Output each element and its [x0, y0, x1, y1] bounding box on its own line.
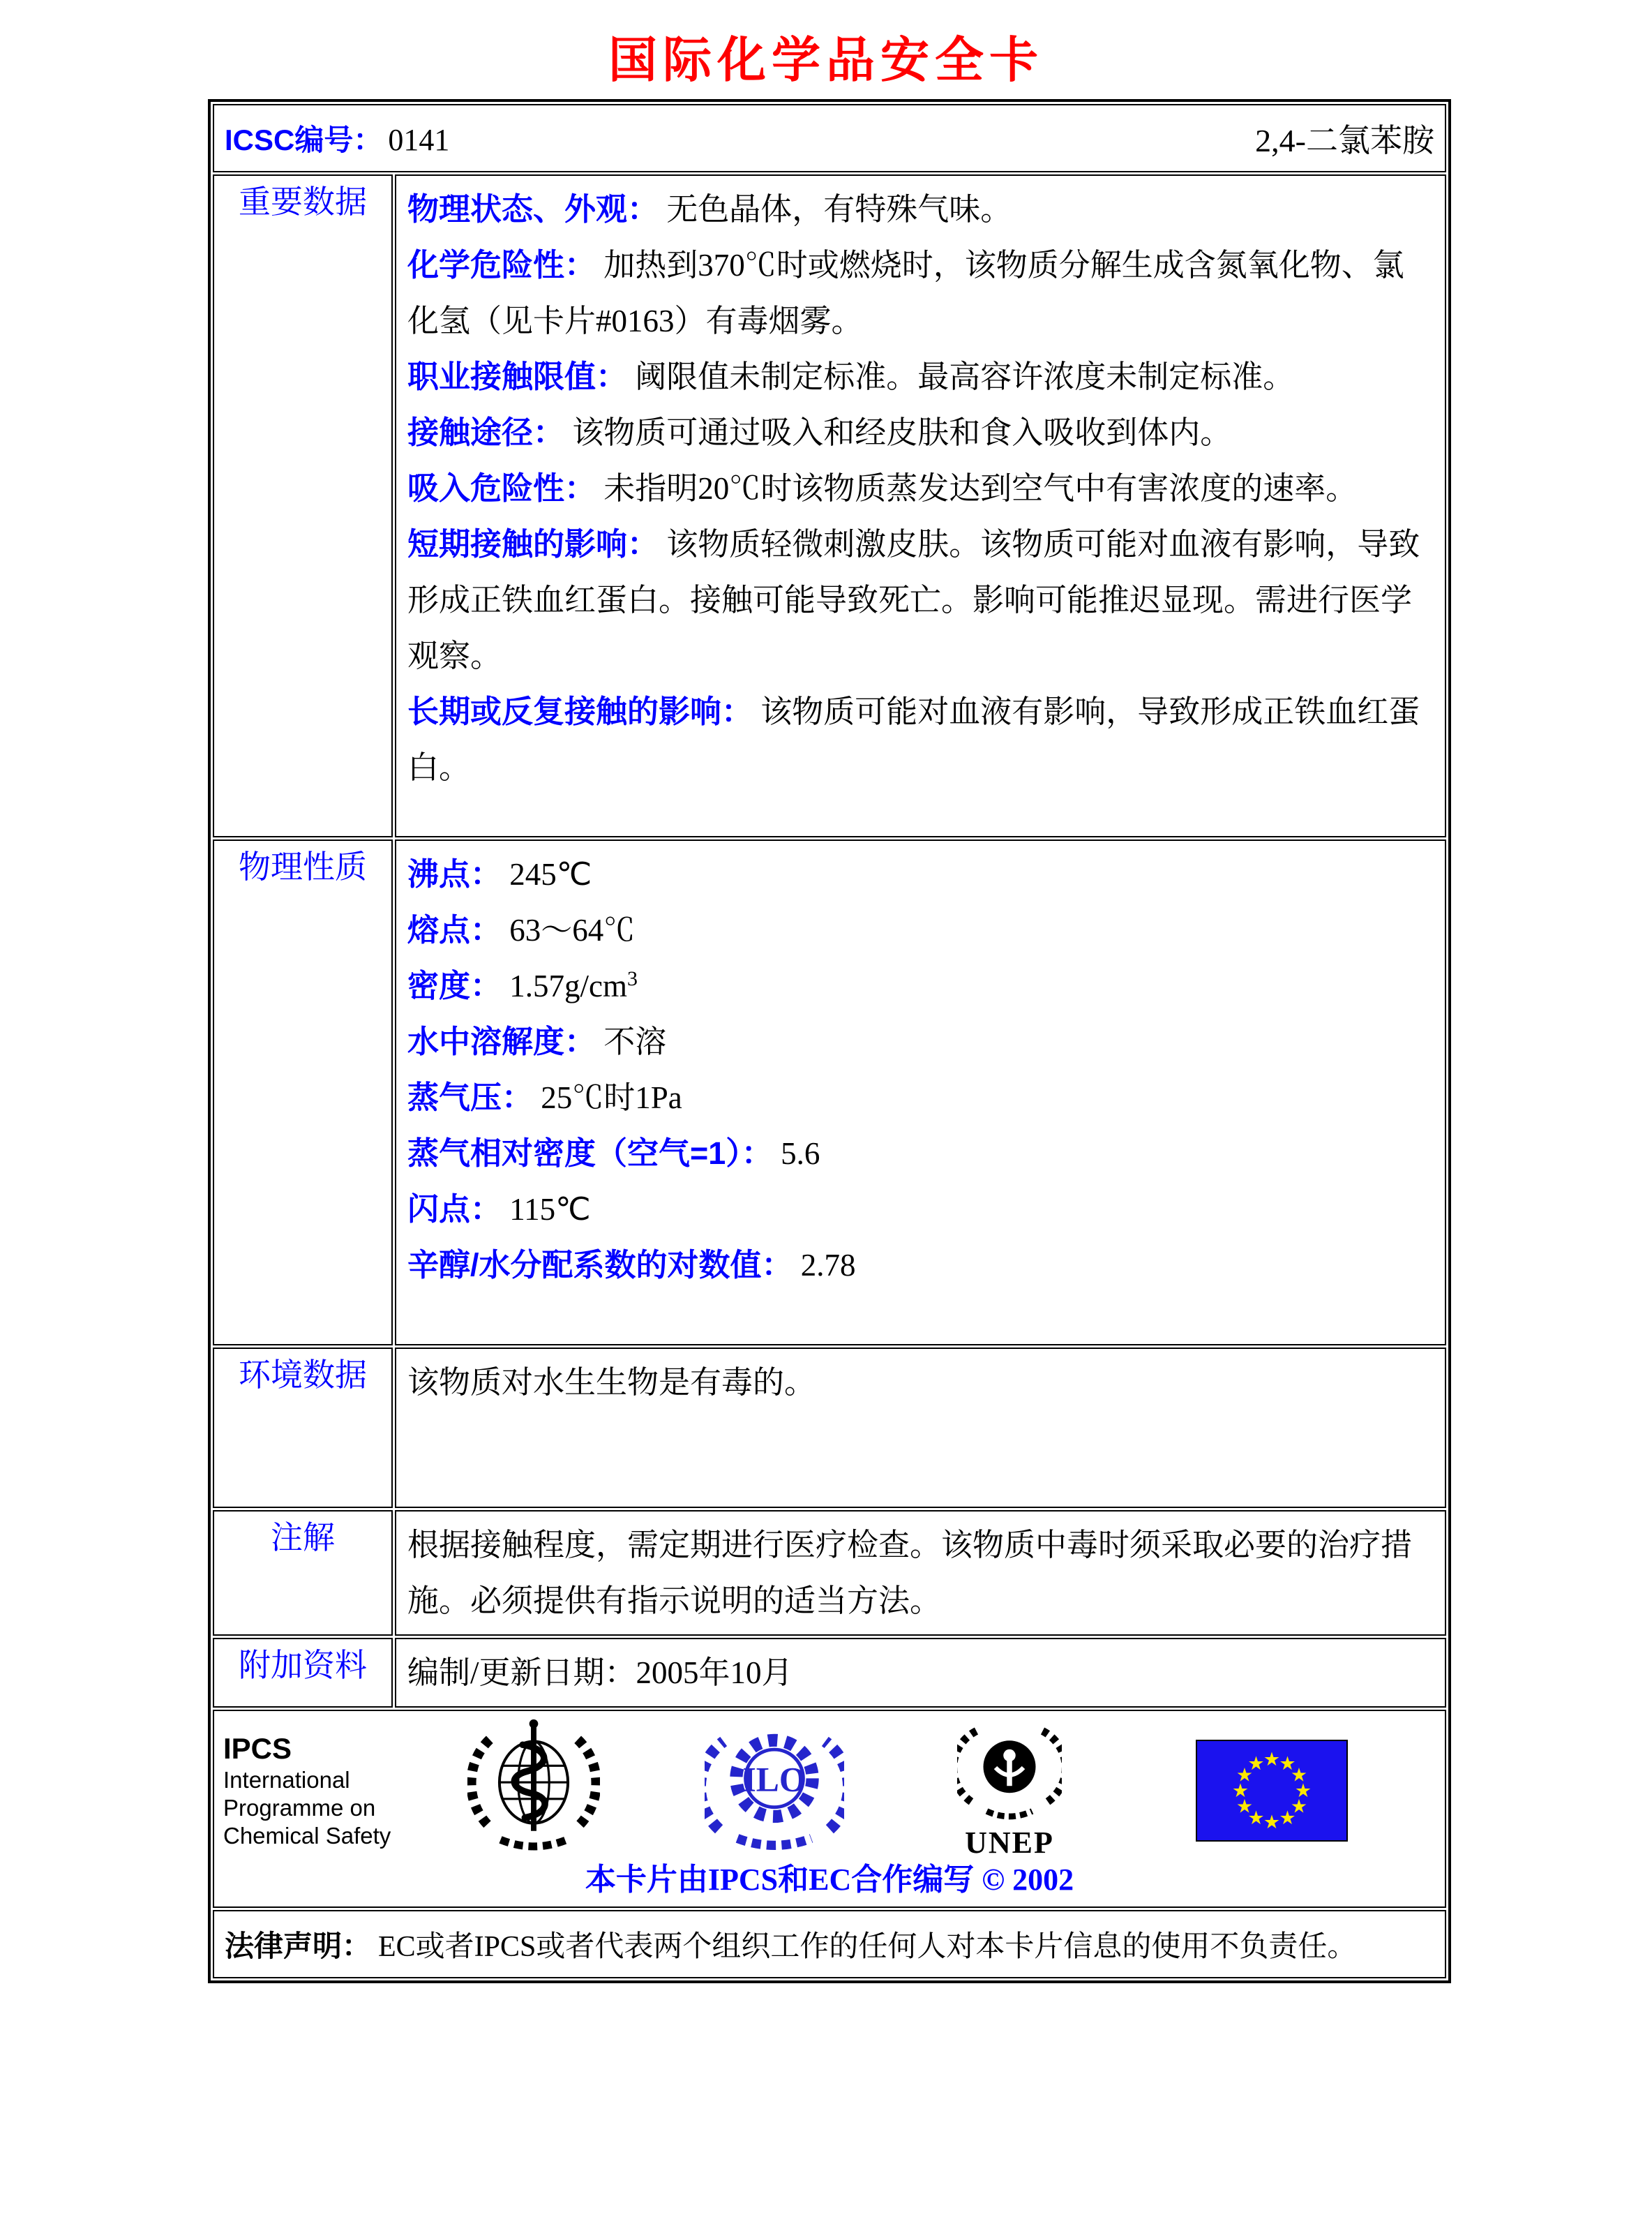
field-label: 辛醇/水分配系数的对数值：	[407, 1247, 793, 1283]
icsc-number-label: ICSC编号：	[225, 124, 383, 156]
eu-flag	[1196, 1740, 1348, 1842]
field-value: 编制/更新日期：2005年10月	[407, 1655, 793, 1690]
field-label: 熔点：	[407, 912, 502, 948]
field-value: 阈限值未制定标准。最高容许浓度未制定标准。	[635, 359, 1295, 394]
ipcs-text-block	[223, 1731, 391, 1850]
svg-text:★: ★	[1236, 1764, 1254, 1786]
paragraph	[407, 1014, 1434, 1070]
field-value: 5.6	[781, 1136, 820, 1171]
section-row-notes	[213, 1510, 1446, 1636]
field-value: 该物质可能对血液有影响，导致形成正铁血红蛋白。	[407, 694, 1420, 785]
ipcs-acronym: IPCS	[223, 1732, 292, 1765]
svg-text:★: ★	[1279, 1753, 1296, 1775]
paragraph	[407, 181, 1434, 237]
paragraph	[407, 958, 1434, 1014]
section-label-notes: 注解	[213, 1510, 393, 1636]
paragraph	[407, 461, 1434, 516]
field-label: 职业接触限值：	[407, 359, 628, 394]
svg-text:★: ★	[1247, 1807, 1265, 1829]
svg-text:★: ★	[1290, 1764, 1308, 1786]
icsc-number-group	[225, 117, 449, 159]
section-label-additional-info: 附加资料	[213, 1638, 393, 1708]
field-value: 63～64℃	[509, 913, 636, 948]
field-value: 1.57g/cm	[509, 969, 627, 1003]
paragraph	[407, 237, 1434, 349]
unep-logo	[957, 1719, 1062, 1823]
icsc-number-value: 0141	[388, 123, 450, 157]
svg-text:★: ★	[1290, 1796, 1308, 1818]
paragraph	[407, 1237, 1434, 1293]
section-label-important-data: 重要数据	[213, 174, 393, 837]
field-label: 吸入危险性：	[407, 470, 596, 506]
unep-logo-block	[950, 1719, 1069, 1859]
svg-text:★: ★	[1294, 1780, 1312, 1802]
paragraph	[407, 349, 1434, 405]
field-label: 蒸气相对密度（空气=1）：	[407, 1135, 773, 1171]
field-label: 密度：	[407, 968, 502, 1003]
logos-strip	[215, 1712, 1444, 1906]
paragraph	[407, 1126, 1434, 1181]
section-content-important-data	[395, 174, 1446, 837]
field-label: 沸点：	[407, 856, 502, 892]
field-value: 2.78	[800, 1248, 856, 1283]
paragraph	[407, 684, 1434, 796]
paragraph	[407, 1645, 1434, 1701]
section-content-environmental-data	[395, 1348, 1446, 1508]
paragraph	[407, 902, 1434, 958]
section-content-additional-info	[395, 1638, 1446, 1708]
disclaimer-text: EC或者IPCS或者代表两个组织工作的任何人对本卡片信息的使用不负责任。	[378, 1931, 1357, 1963]
superscript: 3	[627, 967, 638, 990]
chemical-name: 2,4-二氯苯胺	[1255, 123, 1434, 158]
field-value: 不溶	[603, 1024, 667, 1059]
section-label-physical-properties: 物理性质	[213, 839, 393, 1345]
field-value: 根据接触程度，需定期进行医疗检查。该物质中毒时须采取必要的治疗措施。必须提供有指示说明的适当方法。	[407, 1528, 1413, 1618]
disclaimer-content	[215, 1912, 1444, 1976]
credit-line: 本卡片由IPCS和EC合作编写 © 2002	[585, 1863, 1074, 1897]
field-value: 25℃时1Pa	[541, 1080, 682, 1115]
sections-container	[213, 174, 1446, 1708]
svg-text:★: ★	[1236, 1796, 1254, 1818]
header-row	[213, 104, 1446, 172]
disclaimer-row	[213, 1910, 1446, 1978]
who-logo	[467, 1716, 600, 1860]
field-value: 115℃	[509, 1192, 591, 1227]
field-value: 该物质对水生生物是有毒的。	[407, 1365, 816, 1400]
field-value: 未指明20℃时该物质蒸发达到空气中有害浓度的速率。	[603, 471, 1358, 506]
paragraph	[407, 405, 1434, 461]
section-content-physical-properties	[395, 839, 1446, 1345]
section-label-environmental-data: 环境数据	[213, 1348, 393, 1508]
paragraph	[407, 846, 1434, 902]
field-label: 蒸气压：	[407, 1080, 534, 1115]
section-content-notes	[395, 1510, 1446, 1636]
svg-text:★: ★	[1231, 1780, 1249, 1802]
unep-caption: UNEP	[965, 1826, 1054, 1860]
field-value: 245℃	[509, 857, 592, 892]
field-value: 该物质轻微刺激皮肤。该物质可能对血液有影响，导致形成正铁血红蛋白。接触可能导致死亡。影响可能推迟显现。需进行医学观察。	[407, 527, 1420, 673]
disclaimer-label: 法律声明：	[225, 1930, 372, 1962]
svg-text:★: ★	[1279, 1807, 1296, 1829]
field-label: 水中溶解度：	[407, 1024, 596, 1059]
page-title: 国际化学品安全卡	[608, 33, 1044, 87]
icsc-table	[208, 99, 1451, 1983]
paragraph	[407, 516, 1434, 684]
svg-text:★: ★	[1263, 1749, 1281, 1770]
ipcs-line-2: Programme on	[223, 1795, 376, 1821]
field-label: 接触途径：	[407, 415, 565, 450]
paragraph	[407, 1070, 1434, 1126]
field-label: 闪点：	[407, 1191, 502, 1227]
section-row-additional-info	[213, 1638, 1446, 1708]
section-row-important-data	[213, 174, 1446, 837]
svg-text:★: ★	[1263, 1812, 1281, 1833]
section-row-environmental-data	[213, 1348, 1446, 1508]
paragraph	[407, 1354, 1434, 1410]
svg-text:★: ★	[1247, 1753, 1265, 1775]
field-label: 化学危险性：	[407, 247, 596, 283]
header-content	[215, 106, 1444, 170]
ipcs-line-1: International	[223, 1767, 350, 1793]
ilo-logo	[705, 1723, 844, 1850]
paragraph	[407, 1517, 1434, 1629]
ipcs-line-3: Chemical Safety	[223, 1823, 391, 1849]
field-label: 物理状态、外观：	[407, 191, 659, 227]
svg-text:ILO: ILO	[742, 1760, 806, 1799]
field-value: 该物质可通过吸入和经皮肤和食入吸收到体内。	[572, 415, 1232, 450]
paragraph	[407, 1181, 1434, 1237]
logos-row	[213, 1710, 1446, 1908]
section-row-physical-properties	[213, 839, 1446, 1345]
field-value: 无色晶体，有特殊气味。	[666, 192, 1012, 227]
field-label: 长期或反复接触的影响：	[407, 694, 753, 729]
field-label: 短期接触的影响：	[407, 526, 659, 562]
field-value: 加热到370℃时或燃烧时，该物质分解生成含氮氧化物、氯化氢（见卡片#0163）有毒烟雾。	[407, 248, 1404, 338]
